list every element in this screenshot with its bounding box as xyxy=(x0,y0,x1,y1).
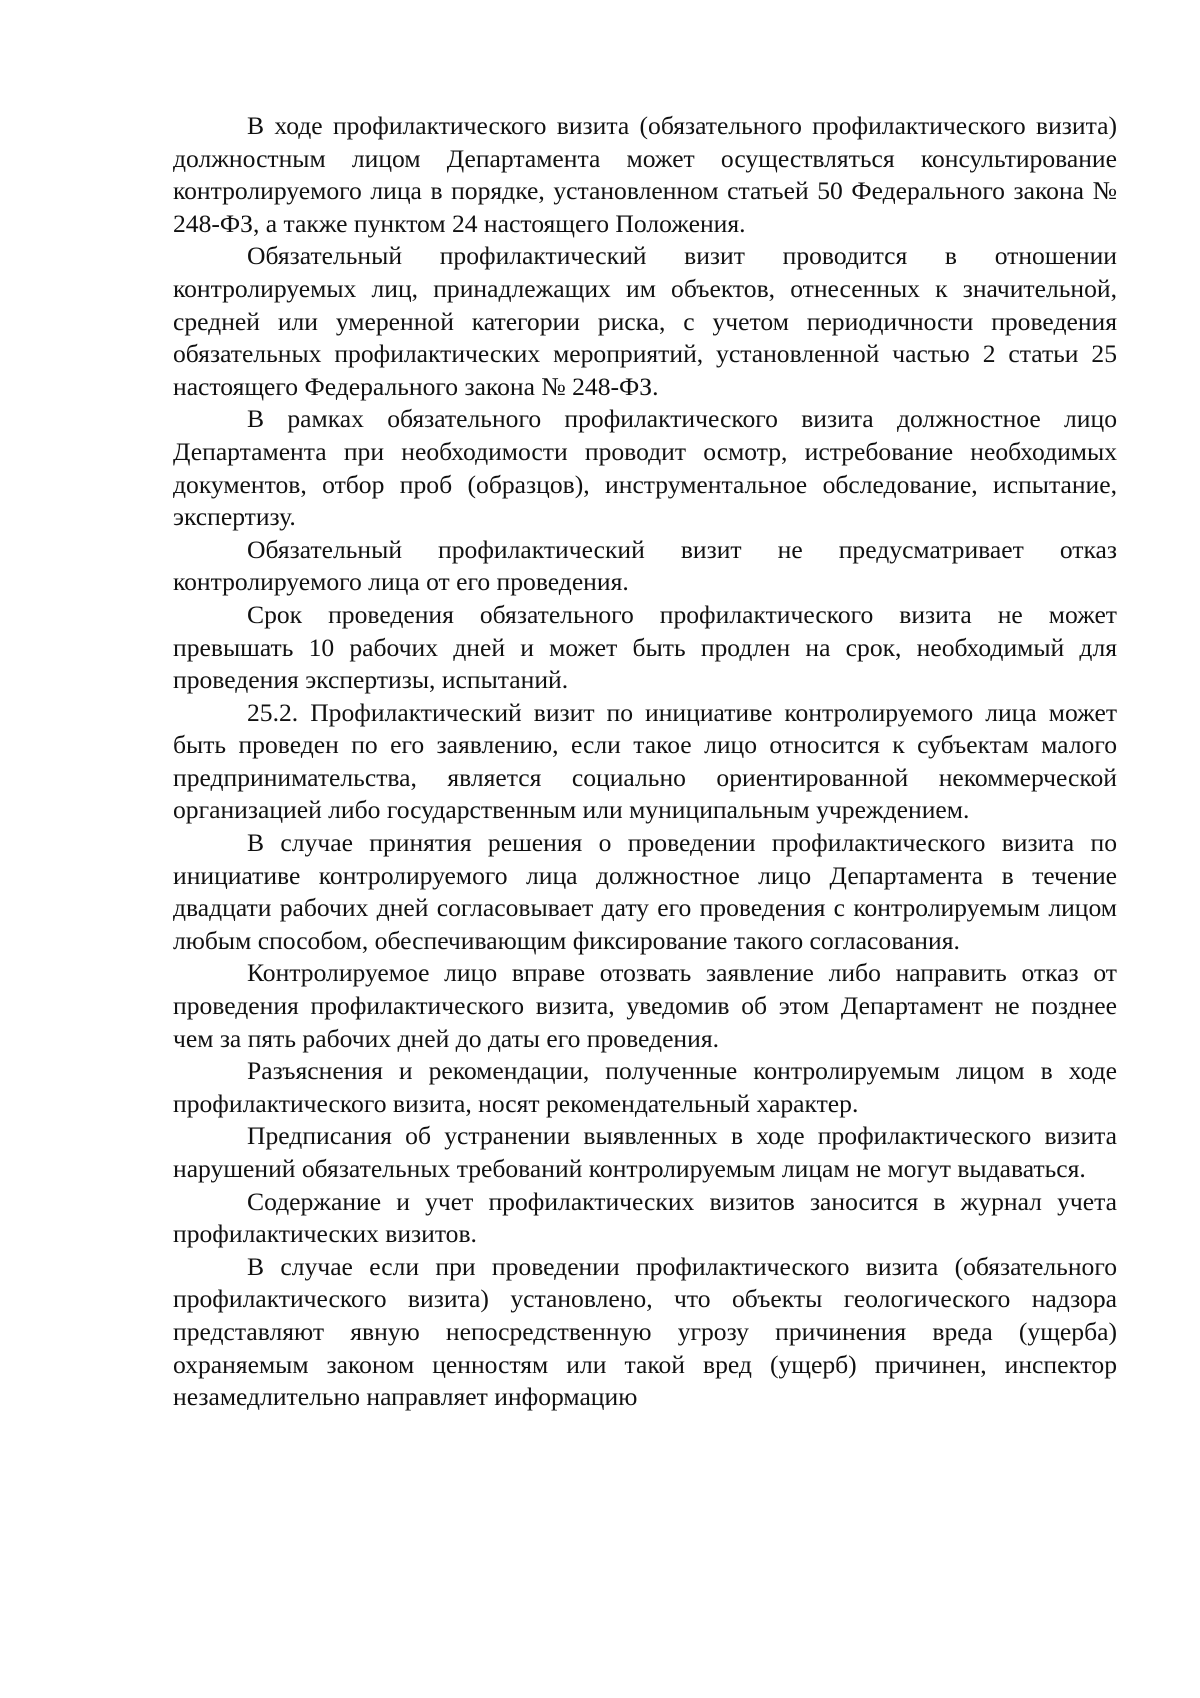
paragraph: Предписания об устранении выявленных в ходе профилактического визита нарушений обязательных требований контролируемым лицам не могут выдаваться. xyxy=(173,1121,1117,1183)
document-page xyxy=(173,110,1117,1414)
paragraph: Содержание и учет профилактических визитов заносится в журнал учета профилактических визитов. xyxy=(173,1186,1117,1249)
paragraph: Срок проведения обязательного профилактического визита не может превышать 10 рабочих дней и может быть продлен на срок, необходимый для проведения экспертизы, испытаний. xyxy=(173,599,1117,695)
paragraph: Обязательный профилактический визит проводится в отношении контролируемых лиц, принадлежащих им объектов, отнесенных к значительной, средней или умеренной категории риска, с учетом периодичности проведения обязательных профилактических мероприятий, установленной частью 2 статьи 25 настоящего Федерального закона № 248-ФЗ. xyxy=(173,241,1117,401)
paragraph: В ходе профилактического визита (обязательного профилактического визита) должностным лицом Департамента может осуществляться консультирование контролируемого лица в порядке, установленном статьей 50 Федерального закона № 248-ФЗ, а также пунктом 24 настоящего Положения. xyxy=(173,111,1117,238)
paragraph: Обязательный профилактический визит не предусматривает отказ контролируемого лица от его проведения. xyxy=(173,534,1117,597)
paragraph: В случае если при проведении профилактического визита (обязательного профилактического визита) установлено, что объекты геологического надзора представляют явную непосредственную угрозу причинения вреда (ущерба) охраняемым законом ценностям или такой вред (ущерб) причинен, инспектор незамедлительно направляет информацию xyxy=(173,1251,1117,1412)
paragraph: В рамках обязательного профилактического визита должностное лицо Департамента при необходимости проводит осмотр, истребование необходимых документов, отбор проб (образцов), инструментальное обследование, испытание, экспертизу. xyxy=(173,404,1117,532)
paragraph: В случае принятия решения о проведении профилактического визита по инициативе контролируемого лица должностное лицо Департамента в течение двадцати рабочих дней согласовывает дату его проведения с контролируемым лицом любым способом, обеспечивающим фиксирование такого согласования. xyxy=(173,828,1117,955)
paragraph: Контролируемое лицо вправе отозвать заявление либо направить отказ от проведения профилактического визита, уведомив об этом Департамент не позднее чем за пять рабочих дней до даты его проведения. xyxy=(173,958,1117,1053)
paragraph: Разъяснения и рекомендации, полученные контролируемым лицом в ходе профилактического визита, носят рекомендательный характер. xyxy=(173,1056,1117,1118)
paragraph: 25.2. Профилактический визит по инициативе контролируемого лица может быть проведен по его заявлению, если такое лицо относится к субъектам малого предпринимательства, является социально ориентированной некоммерческой организацией либо государственным или муниципальным учреждением. xyxy=(173,697,1117,825)
